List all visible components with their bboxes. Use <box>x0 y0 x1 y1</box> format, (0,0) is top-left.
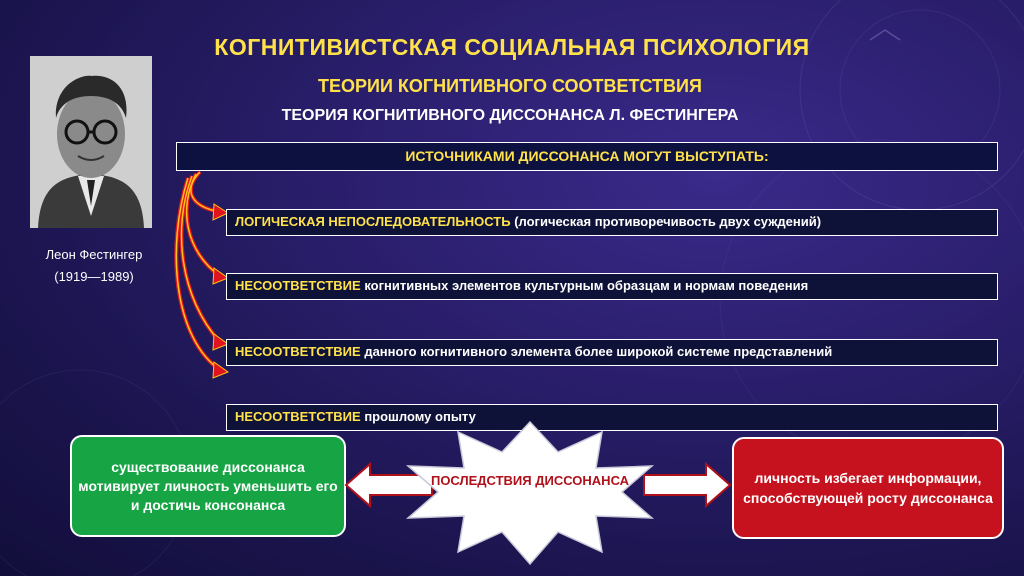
person-years: (1919—1989) <box>54 269 134 284</box>
source-item-system <box>226 339 998 366</box>
person-name: Леон Фестингер <box>45 247 143 262</box>
starburst-shape <box>390 418 670 568</box>
source-keyword: НЕСООТВЕТСТВИЕ <box>235 344 361 359</box>
consequence-right-box: личность избегает информации, способствующей росту диссонанса <box>732 437 1004 539</box>
slide-subtitle: ТЕОРИИ КОГНИТИВНОГО СООТВЕТСТВИЯ <box>318 76 702 96</box>
consequences-label: ПОСЛЕДСТВИЯ ДИССОНАНСА <box>430 473 630 488</box>
source-text: данного когнитивного элемента более широкой системе представлений <box>360 344 833 359</box>
source-text: (логическая противоречивость двух суждений) <box>510 214 822 229</box>
source-keyword: НЕСООТВЕТСТВИЕ <box>235 409 361 424</box>
source-keyword: ЛОГИЧЕСКАЯ НЕПОСЛЕДОВАТЕЛЬНОСТЬ <box>235 214 511 229</box>
portrait-photo <box>30 56 152 228</box>
source-text: прошлому опыту <box>360 409 476 424</box>
source-item-cultural <box>226 273 998 300</box>
source-keyword: НЕСООТВЕТСТВИЕ <box>235 278 361 293</box>
source-item-logical <box>226 209 998 236</box>
slide-title: КОГНИТИВИСТСКАЯ СОЦИАЛЬНАЯ ПСИХОЛОГИЯ <box>214 34 810 60</box>
source-text: когнитивных элементов культурным образцам и нормам поведения <box>360 278 809 293</box>
consequence-left-box: существование диссонанса мотивирует личность уменьшить его и достичь консонанса <box>70 435 346 537</box>
person-caption <box>14 244 174 288</box>
sources-header: ИСТОЧНИКАМИ ДИССОНАНСА МОГУТ ВЫСТУПАТЬ: <box>176 142 998 171</box>
theory-title: ТЕОРИЯ КОГНИТИВНОГО ДИССОНАНСА Л. ФЕСТИНГЕРА <box>281 107 739 124</box>
person-portrait-icon <box>30 56 152 228</box>
